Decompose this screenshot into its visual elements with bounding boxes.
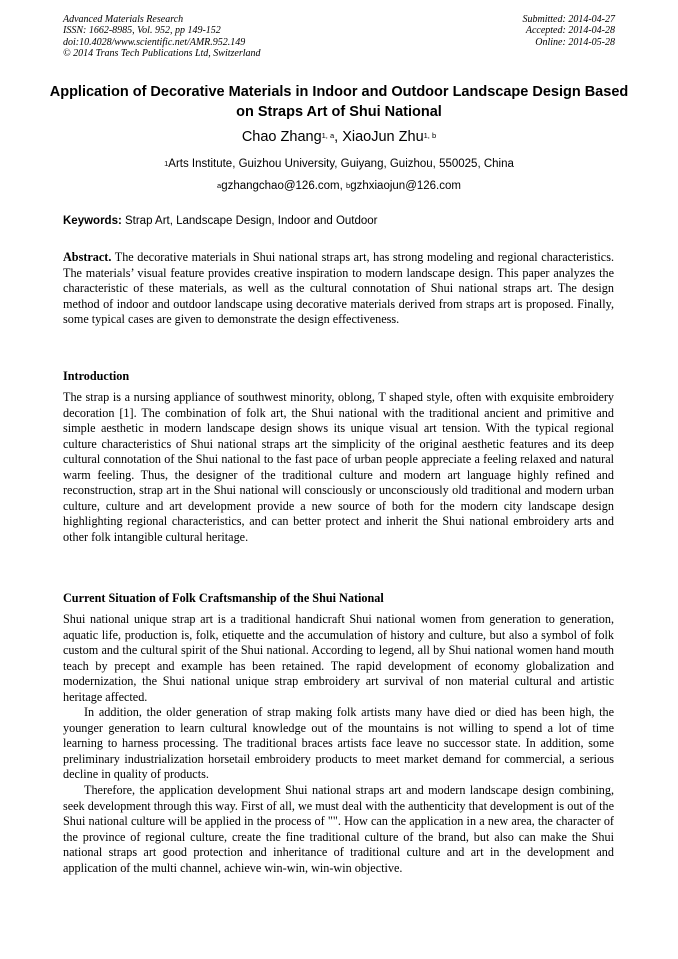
journal-name: Advanced Materials Research (63, 14, 184, 25)
paragraph: The strap is a nursing appliance of southwest minority, oblong, T shaped style, often with exquisite embroidery decoration [1]. The combination of folk art, the Shui national with the traditional ancient and primitive and simple aesthetic in modern landscape design shows its unique visual art tension. With the typical regional culture characteristics of Shui national straps art the simplicity of the original aesthetic features and its deep cultural connotation of the Shui national to the fast pace of urban people appreciate a feeling relaxed and natural warm feeling. Thus, the designer of the traditional culture and modern art language highly refined and reconstruction, strap art in the Shui national will consciously or unconsciously old traditional and modern urban culture, culture and art development provide a new source of both for the modern city landscape design highlighting regional characteristics, and can better protect and inherit the Shui national embroidery arts and other folk intangible cultural heritage. (63, 390, 614, 544)
email-superscript: b (346, 181, 351, 190)
keywords-line (63, 214, 623, 229)
introduction-body (63, 390, 614, 545)
abstract-text: The decorative materials in Shui national straps art, has strong modeling and regional characteristics. The materials’ visual feature provides creative inspiration to modern landscape design. This paper analyzes the characteristic of these materials, as well as the cultural connotation of Shui national straps art. The design method of indoor and outdoor landscape using decorative materials derived from straps art is proposed. Finally, some typical cases are given to demonstrate the design effectiveness. (63, 250, 614, 327)
paragraph: In addition, the older generation of strap making folk artists many have died or died has been high, the younger generation to learn cultural knowledge out of the mountains is not willing to spend a lot of time learning to harness processing. The traditional braces artists face leave no successor state. In addition, some preliminary industrialization horsetail embroidery products to meet market demand for commercial, a serious decline in quality of products. (63, 705, 614, 782)
copyright-line: © 2014 Trans Tech Publications Ltd, Switzerland (63, 48, 261, 60)
online-date: Online: 2014-05-28 (535, 36, 615, 48)
author-email-link[interactable]: gzhangchao@126.com, (221, 180, 347, 192)
accepted-date: Accepted: 2014-04-28 (525, 25, 615, 37)
email-line (40, 179, 638, 194)
author-name: Chao Zhang (241, 129, 322, 145)
issn-line: ISSN: 1662-8985, Vol. 952, pp 149-152 (63, 25, 221, 37)
section-heading: Current Situation of Folk Craftsmanship of the Shui National (63, 591, 384, 605)
abstract-block (63, 250, 614, 328)
publication-dates (523, 14, 616, 48)
author-separator: , (334, 129, 343, 145)
author-name: XiaoJun Zhu (342, 129, 424, 145)
doi-line: doi:10.4028/www.scientific.net/AMR.952.149 (63, 36, 246, 48)
affiliation-text: Arts Institute, Guizhou University, Guiyang, Guizhou, 550025, China (168, 158, 514, 170)
author-email-link[interactable]: gzhxiaojun@126.com (350, 180, 461, 192)
author-line (40, 128, 638, 146)
submitted-date: Submitted: 2014-04-27 (522, 14, 615, 25)
affiliation-line (40, 157, 638, 172)
keywords-text: Strap Art, Landscape Design, Indoor and Outdoor (121, 215, 378, 227)
publication-info (63, 14, 261, 60)
affiliation-superscript: 1 (164, 159, 169, 168)
paragraph: Shui national unique strap art is a traditional handicraft Shui national women from generation to generation, aquatic life, production is, folk, etiquette and the accumulation of history and culture, but also a symbol of folk custom and the cultural spirit of the Shui national. According to legend, all by Shui national women hand mouth teach by precept and example has been retained. The rapid development of economy globalization and modernization, the Shui national unique strap embroidery art survival of non material cultural and artistic heritage affected. (63, 612, 614, 704)
author-superscript: 1, a (321, 131, 335, 140)
section-heading: Introduction (63, 369, 130, 383)
current-situation-body (63, 612, 614, 876)
paper-title: Application of Decorative Materials in Indoor and Outdoor Landscape Design Based on Straps Art of Shui National (49, 84, 629, 120)
paragraph: Therefore, the application development Shui national straps art and modern landscape design combining, seek development through this way. First of all, we must deal with the authenticity that development is out of the Shui national culture will be applied in the process of "". How can the application in a new area, the character of the province of regional culture, create the fine traditional culture of the brand, but also can make the Shui national straps art good protection and inheritance of traditional culture and art in the development and application of the multi channel, achieve win-win, win-win objective. (63, 783, 614, 875)
abstract-label: Abstract. (63, 250, 112, 264)
email-superscript: a (217, 181, 222, 190)
keywords-label: Keywords: (63, 215, 122, 227)
author-superscript: 1, b (423, 131, 437, 140)
